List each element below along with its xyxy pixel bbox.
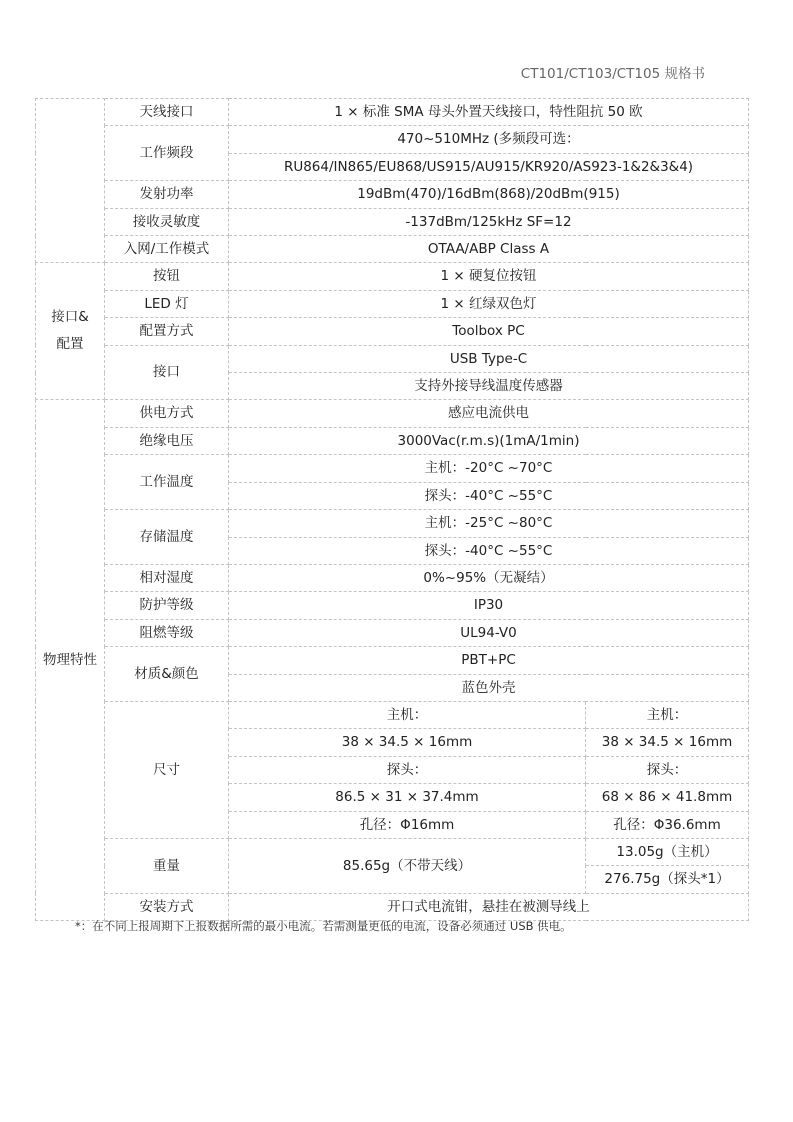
table-row <box>36 455 749 482</box>
label-led: LED 灯 <box>105 290 229 317</box>
table-row <box>36 701 749 728</box>
table-row <box>36 99 749 126</box>
table-row <box>36 236 749 263</box>
category-interface-line2: 配置 <box>56 336 84 353</box>
label-flame: 阻燃等级 <box>105 619 229 646</box>
label-storage-temp: 存储温度 <box>105 510 229 565</box>
label-install: 安装方式 <box>105 893 229 920</box>
value-material-line1: PBT+PC <box>229 647 749 674</box>
table-row <box>36 619 749 646</box>
value-size-a-2: 38 × 34.5 × 16mm <box>229 729 586 756</box>
category-cell-empty <box>36 99 105 263</box>
value-storage-temp-probe: 探头：-40°C ~55°C <box>229 537 749 564</box>
footnote: *：在不同上报周期下上报数据所需的最小电流。若需测量更低的电流，设备必须通过 USB 供电。 <box>75 919 572 933</box>
value-protection: IP30 <box>229 592 749 619</box>
label-size: 尺寸 <box>105 701 229 838</box>
value-storage-temp-host: 主机：-25°C ~80°C <box>229 510 749 537</box>
value-config: Toolbox PC <box>229 318 749 345</box>
document-title: CT101/CT103/CT105 规格书 <box>520 66 705 82</box>
value-size-a-4: 86.5 × 31 × 37.4mm <box>229 784 586 811</box>
table-row <box>36 510 749 537</box>
value-weight-b-host: 13.05g（主机） <box>586 838 749 865</box>
value-flame: UL94-V0 <box>229 619 749 646</box>
label-tx-power: 发射功率 <box>105 181 229 208</box>
label-humidity: 相对湿度 <box>105 564 229 591</box>
table-row <box>36 400 749 427</box>
table-row <box>36 263 749 290</box>
value-weight-b-probe: 276.75g（探头*1） <box>586 866 749 893</box>
value-size-a-1: 主机： <box>229 701 586 728</box>
value-frequency-line2: RU864/IN865/EU868/US915/AU915/KR920/AS923-1&2&3&4) <box>229 153 749 180</box>
table-row <box>36 318 749 345</box>
table-row <box>36 592 749 619</box>
value-size-b-2: 38 × 34.5 × 16mm <box>586 729 749 756</box>
table-row <box>36 838 749 865</box>
value-button: 1 × 硬复位按钮 <box>229 263 749 290</box>
table-row <box>36 290 749 317</box>
value-size-b-3: 探头： <box>586 756 749 783</box>
category-interface-line1: 接口& <box>51 309 89 326</box>
value-interface-line1: USB Type-C <box>229 345 749 372</box>
value-join-mode: OTAA/ABP Class A <box>229 236 749 263</box>
value-size-b-5: 孔径：Φ36.6mm <box>586 811 749 838</box>
value-size-b-1: 主机： <box>586 701 749 728</box>
value-install: 开口式电流钳，悬挂在被测导线上 <box>229 893 749 920</box>
value-led: 1 × 红绿双色灯 <box>229 290 749 317</box>
table-row <box>36 564 749 591</box>
value-material-line2: 蓝色外壳 <box>229 674 749 701</box>
label-power: 供电方式 <box>105 400 229 427</box>
value-humidity: 0%~95%（无凝结） <box>229 564 749 591</box>
label-protection: 防护等级 <box>105 592 229 619</box>
label-insulation: 绝缘电压 <box>105 427 229 454</box>
value-frequency-line1: 470~510MHz (多频段可选： <box>229 126 749 153</box>
value-antenna: 1 × 标准 SMA 母头外置天线接口，特性阻抗 50 欧 <box>229 99 749 126</box>
label-button: 按钮 <box>105 263 229 290</box>
label-rx-sensitivity: 接收灵敏度 <box>105 208 229 235</box>
value-size-a-5: 孔径：Φ16mm <box>229 811 586 838</box>
label-op-temp: 工作温度 <box>105 455 229 510</box>
value-op-temp-probe: 探头：-40°C ~55°C <box>229 482 749 509</box>
label-antenna: 天线接口 <box>105 99 229 126</box>
value-size-b-4: 68 × 86 × 41.8mm <box>586 784 749 811</box>
label-join-mode: 入网/工作模式 <box>105 236 229 263</box>
value-power: 感应电流供电 <box>229 400 749 427</box>
value-interface-line2: 支持外接导线温度传感器 <box>229 373 749 400</box>
category-physical: 物理特性 <box>36 400 105 921</box>
table-row <box>36 208 749 235</box>
label-interface: 接口 <box>105 345 229 400</box>
spec-table <box>35 98 749 921</box>
table-row <box>36 181 749 208</box>
value-op-temp-host: 主机：-20°C ~70°C <box>229 455 749 482</box>
value-weight-a: 85.65g（不带天线） <box>229 838 586 893</box>
table-row <box>36 647 749 674</box>
value-size-a-3: 探头： <box>229 756 586 783</box>
label-config: 配置方式 <box>105 318 229 345</box>
label-frequency: 工作频段 <box>105 126 229 181</box>
value-rx-sensitivity: -137dBm/125kHz SF=12 <box>229 208 749 235</box>
value-insulation: 3000Vac(r.m.s)(1mA/1min) <box>229 427 749 454</box>
label-weight: 重量 <box>105 838 229 893</box>
table-row <box>36 126 749 153</box>
table-row <box>36 345 749 372</box>
label-material: 材质&颜色 <box>105 647 229 702</box>
value-tx-power: 19dBm(470)/16dBm(868)/20dBm(915) <box>229 181 749 208</box>
table-row <box>36 427 749 454</box>
table-row <box>36 893 749 920</box>
category-interface-config <box>36 263 105 400</box>
